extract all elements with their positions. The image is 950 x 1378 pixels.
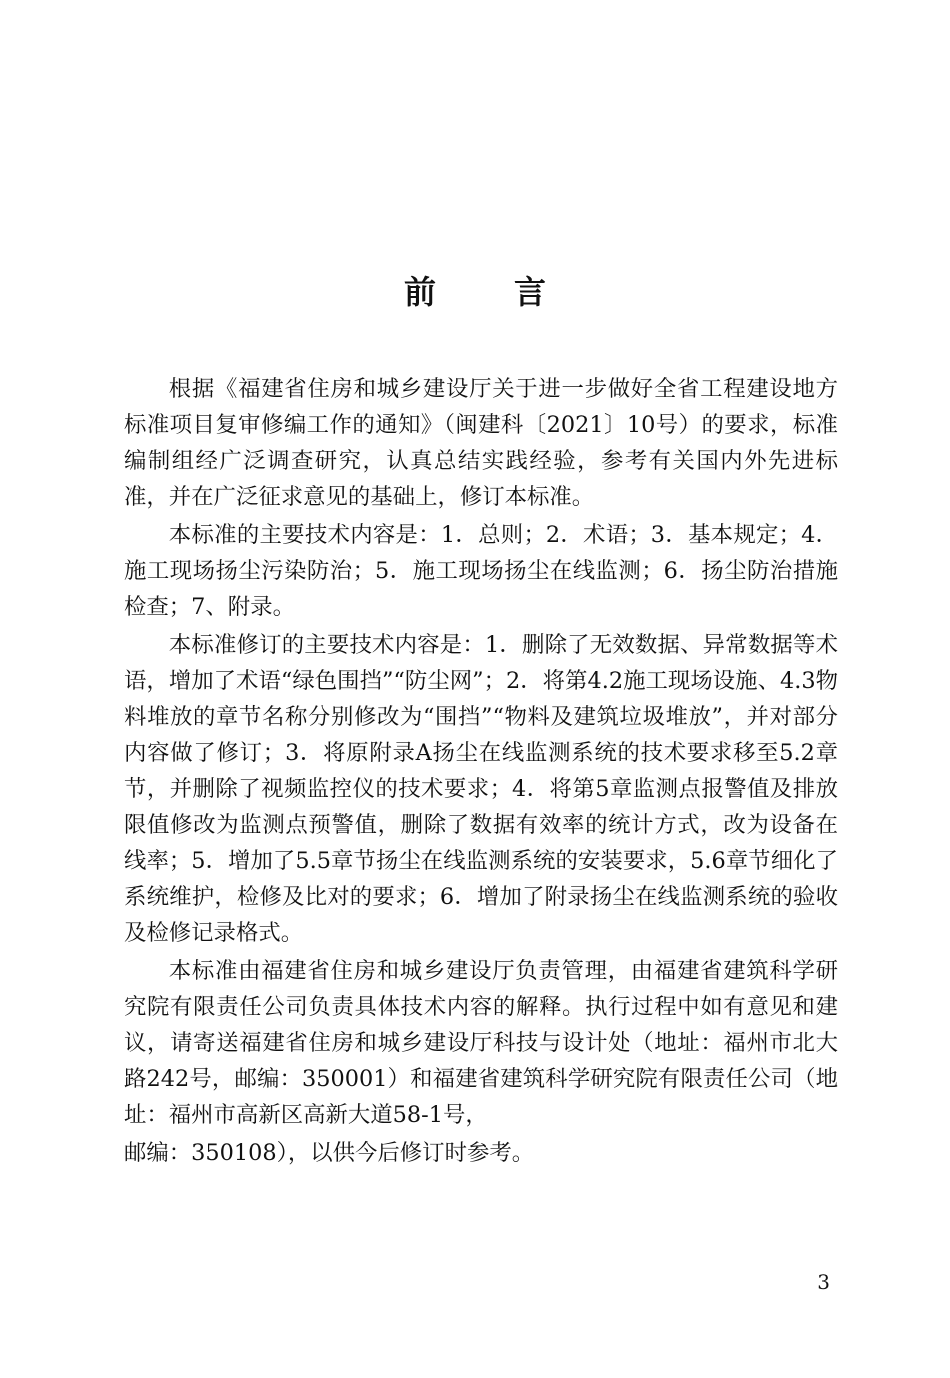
page-title-char-1: 前 <box>403 273 436 311</box>
paragraph-management: 本标准由福建省住房和城乡建设厅负责管理，由福建省建筑科学研究院有限责任公司负责具体技术内容的解释。执行过程中如有意见和建议，请寄送福建省住房和城乡建设厅科技与设计处（地址：福州市北大路242号，邮编：350001）和福建省建筑科学研究院有限责任公司（地址：福州市高新区高新大道58-1号， <box>124 958 838 1128</box>
preface-body <box>124 371 838 1173</box>
paragraph-trailing-line: 邮编：350108），以供今后修订时参考。 <box>124 1140 535 1166</box>
paragraph-revision-content: 本标准修订的主要技术内容是：1．删除了无效数据、异常数据等术语，增加了术语“绿色围挡”“防尘网”；2．将第4.2施工现场设施、4.3物料堆放的章节名称分别修改为“围挡”“物料及建筑垃圾堆放”，并对部分内容做了修订；3．将原附录A扬尘在线监测系统的技术要求移至5.2章节，并删除了视频监控仪的技术要求；4．将第5章监测点报警值及排放限值修改为监测点预警值，删除了数据有效率的统计方式，改为设备在线率；5．增加了5.5章节扬尘在线监测系统的安装要求，5.6章节细化了系统维护，检修及比对的要求；6．增加了附录扬尘在线监测系统的验收及检修记录格式。 <box>124 632 838 946</box>
page-number: 3 <box>817 1270 830 1294</box>
page-title-char-2: 言 <box>514 273 547 311</box>
paragraph-basis: 根据《福建省住房和城乡建设厅关于进一步做好全省工程建设地方标准项目复审修编工作的通知》（闽建科〔2021〕10号）的要求，标准编制组经广泛调查研究，认真总结实践经验，参考有关国内外先进标准，并在广泛征求意见的基础上，修订本标准。 <box>124 376 838 510</box>
paragraph-main-content: 本标准的主要技术内容是：1．总则；2．术语；3．基本规定；4．施工现场扬尘污染防治；5．施工现场扬尘在线监测；6．扬尘防治措施检查；7、附录。 <box>124 522 838 620</box>
page-title <box>0 266 950 318</box>
